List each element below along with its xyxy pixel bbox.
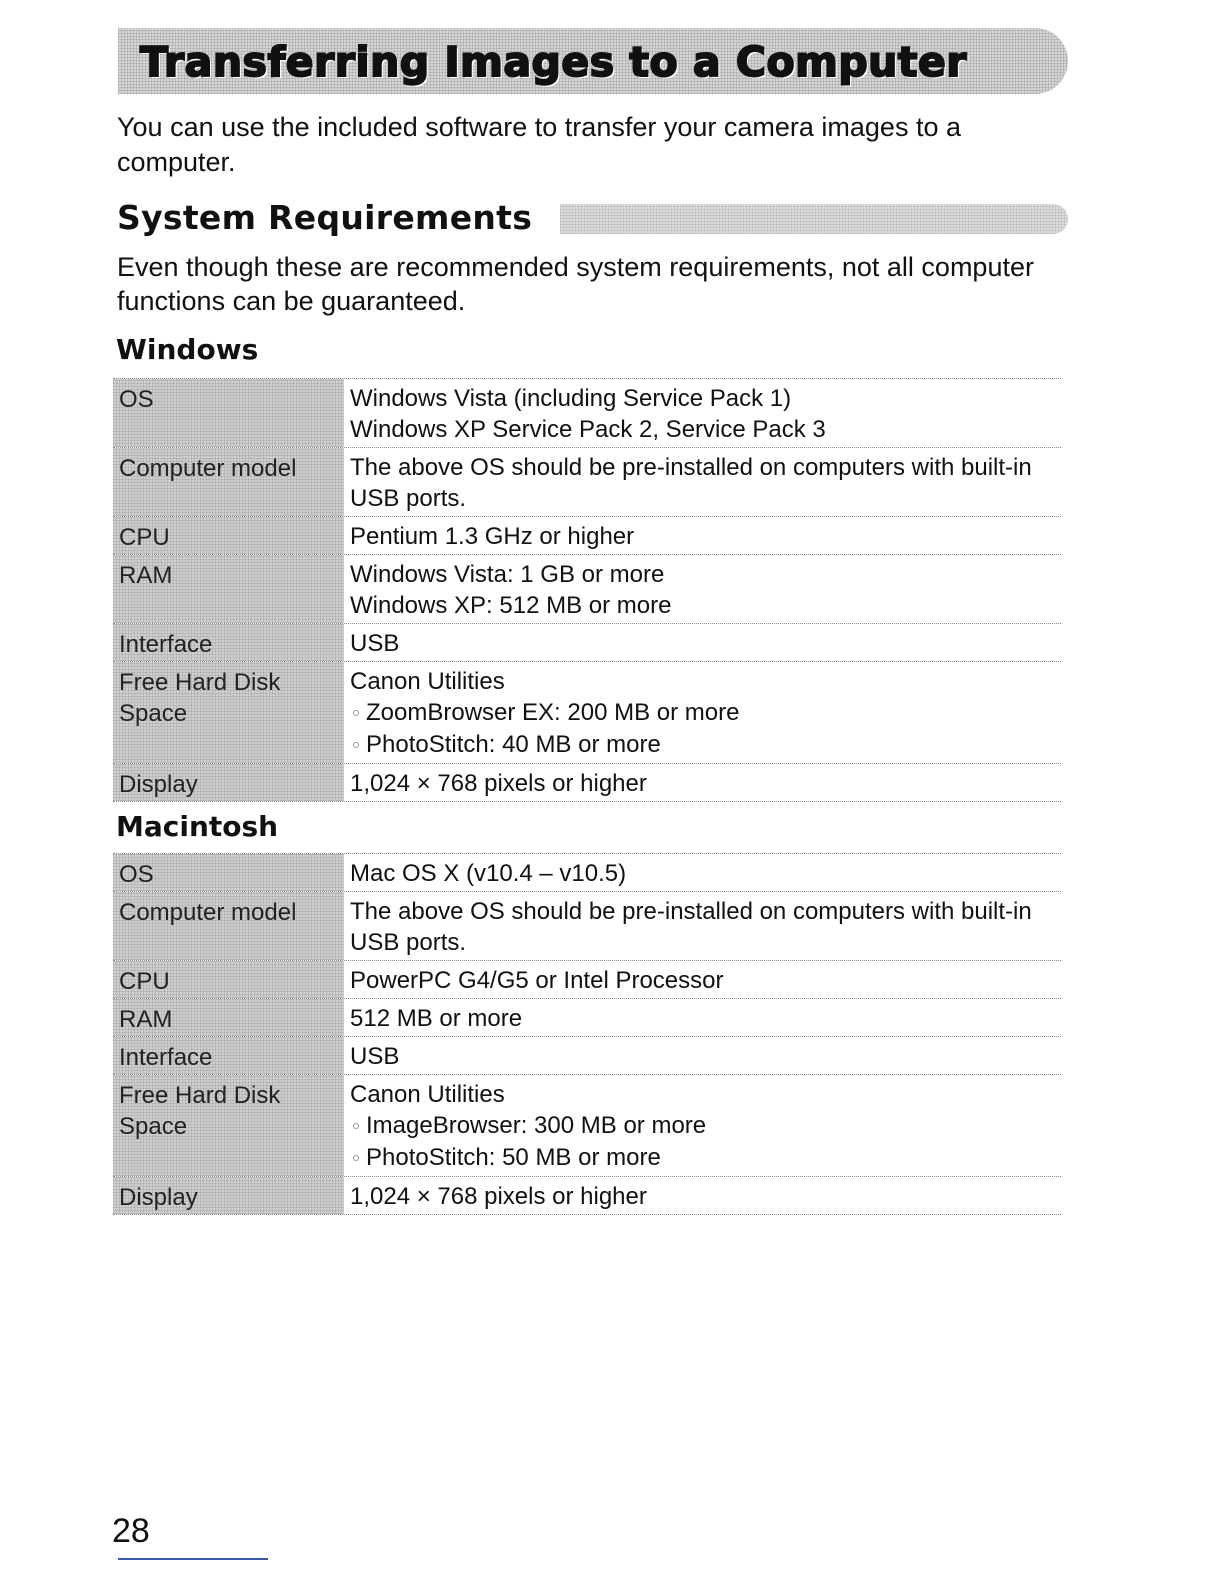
spec-row xyxy=(113,1177,1061,1215)
spec-label: RAM xyxy=(113,999,344,1036)
spec-row xyxy=(113,448,1061,517)
spec-row xyxy=(113,1075,1061,1177)
spec-value-line: Windows XP Service Pack 2, Service Pack 3 xyxy=(350,416,826,443)
spec-value-line: Canon Utilities xyxy=(350,668,505,695)
spec-value-line: Windows Vista (including Service Pack 1) xyxy=(350,385,792,412)
spec-row xyxy=(113,854,1061,892)
spec-value-line: Windows Vista: 1 GB or more xyxy=(350,561,665,588)
spec-row xyxy=(113,1037,1061,1075)
spec-value xyxy=(344,1075,1061,1176)
spec-value-line: Canon Utilities xyxy=(350,1081,505,1108)
macintosh-spec-table xyxy=(113,853,1061,1215)
section-description: Even though these are recommended system requirements, not all computer functions can be guaranteed. xyxy=(117,252,1034,316)
spec-label: Interface xyxy=(113,624,344,661)
spec-label: Display xyxy=(113,1177,344,1214)
spec-value-line: 1,024 × 768 pixels or higher xyxy=(350,770,647,797)
spec-value xyxy=(344,448,1061,516)
spec-label: CPU xyxy=(113,517,344,554)
spec-row xyxy=(113,555,1061,624)
spec-value xyxy=(344,624,1061,661)
spec-value xyxy=(344,764,1061,801)
spec-value-line: The above OS should be pre-installed on computers with built-in USB ports. xyxy=(350,454,1032,512)
spec-value-line: 512 MB or more xyxy=(350,1005,523,1032)
intro-text: You can use the included software to transfer your camera images to a computer. xyxy=(117,112,961,177)
spec-value xyxy=(344,1177,1061,1214)
spec-value-line: PowerPC G4/G5 or Intel Processor xyxy=(350,967,724,994)
spec-value xyxy=(344,961,1061,998)
section-heading-system-requirements: System Requirements xyxy=(117,198,533,237)
page-number: 28 xyxy=(112,1512,150,1550)
spec-label: OS xyxy=(113,379,344,447)
spec-row xyxy=(113,517,1061,555)
spec-value-line: USB xyxy=(350,1043,400,1070)
spec-value-line: USB xyxy=(350,630,400,657)
spec-value-bullet: ImageBrowser: 300 MB or more xyxy=(350,1110,1061,1142)
spec-row xyxy=(113,379,1061,448)
windows-spec-table xyxy=(113,378,1061,802)
spec-label: RAM xyxy=(113,555,344,623)
spec-value-bullet: ZoomBrowser EX: 200 MB or more xyxy=(350,697,1061,729)
spec-label: CPU xyxy=(113,961,344,998)
spec-value-line: Mac OS X (v10.4 – v10.5) xyxy=(350,860,627,887)
spec-value xyxy=(344,999,1061,1036)
page-title: Transferring Images to a Computer xyxy=(140,38,967,86)
spec-value xyxy=(344,854,1061,891)
page-number-rule xyxy=(118,1558,268,1560)
windows-heading: Windows xyxy=(116,333,259,366)
spec-value xyxy=(344,662,1061,763)
spec-value xyxy=(344,555,1061,623)
spec-value xyxy=(344,379,1061,447)
spec-value xyxy=(344,1037,1061,1074)
spec-row xyxy=(113,764,1061,802)
spec-value-bullet: PhotoStitch: 40 MB or more xyxy=(350,729,1061,761)
section-heading-bar xyxy=(560,204,1068,234)
spec-value-bullet: PhotoStitch: 50 MB or more xyxy=(350,1142,1061,1174)
spec-row xyxy=(113,961,1061,999)
spec-value-line: Windows XP: 512 MB or more xyxy=(350,592,672,619)
spec-label: Computer model xyxy=(113,448,344,516)
macintosh-heading: Macintosh xyxy=(116,810,279,843)
spec-row xyxy=(113,999,1061,1037)
spec-value-line: 1,024 × 768 pixels or higher xyxy=(350,1183,647,1210)
spec-row xyxy=(113,624,1061,662)
spec-label: Interface xyxy=(113,1037,344,1074)
spec-value-line: Pentium 1.3 GHz or higher xyxy=(350,523,635,550)
spec-row xyxy=(113,662,1061,764)
spec-value xyxy=(344,517,1061,554)
spec-label: Display xyxy=(113,764,344,801)
spec-label: Computer model xyxy=(113,892,344,960)
spec-label: OS xyxy=(113,854,344,891)
spec-value xyxy=(344,892,1061,960)
spec-value-line: The above OS should be pre-installed on computers with built-in USB ports. xyxy=(350,898,1032,956)
spec-label: Free Hard Disk Space xyxy=(113,662,344,763)
spec-label: Free Hard Disk Space xyxy=(113,1075,344,1176)
spec-row xyxy=(113,892,1061,961)
